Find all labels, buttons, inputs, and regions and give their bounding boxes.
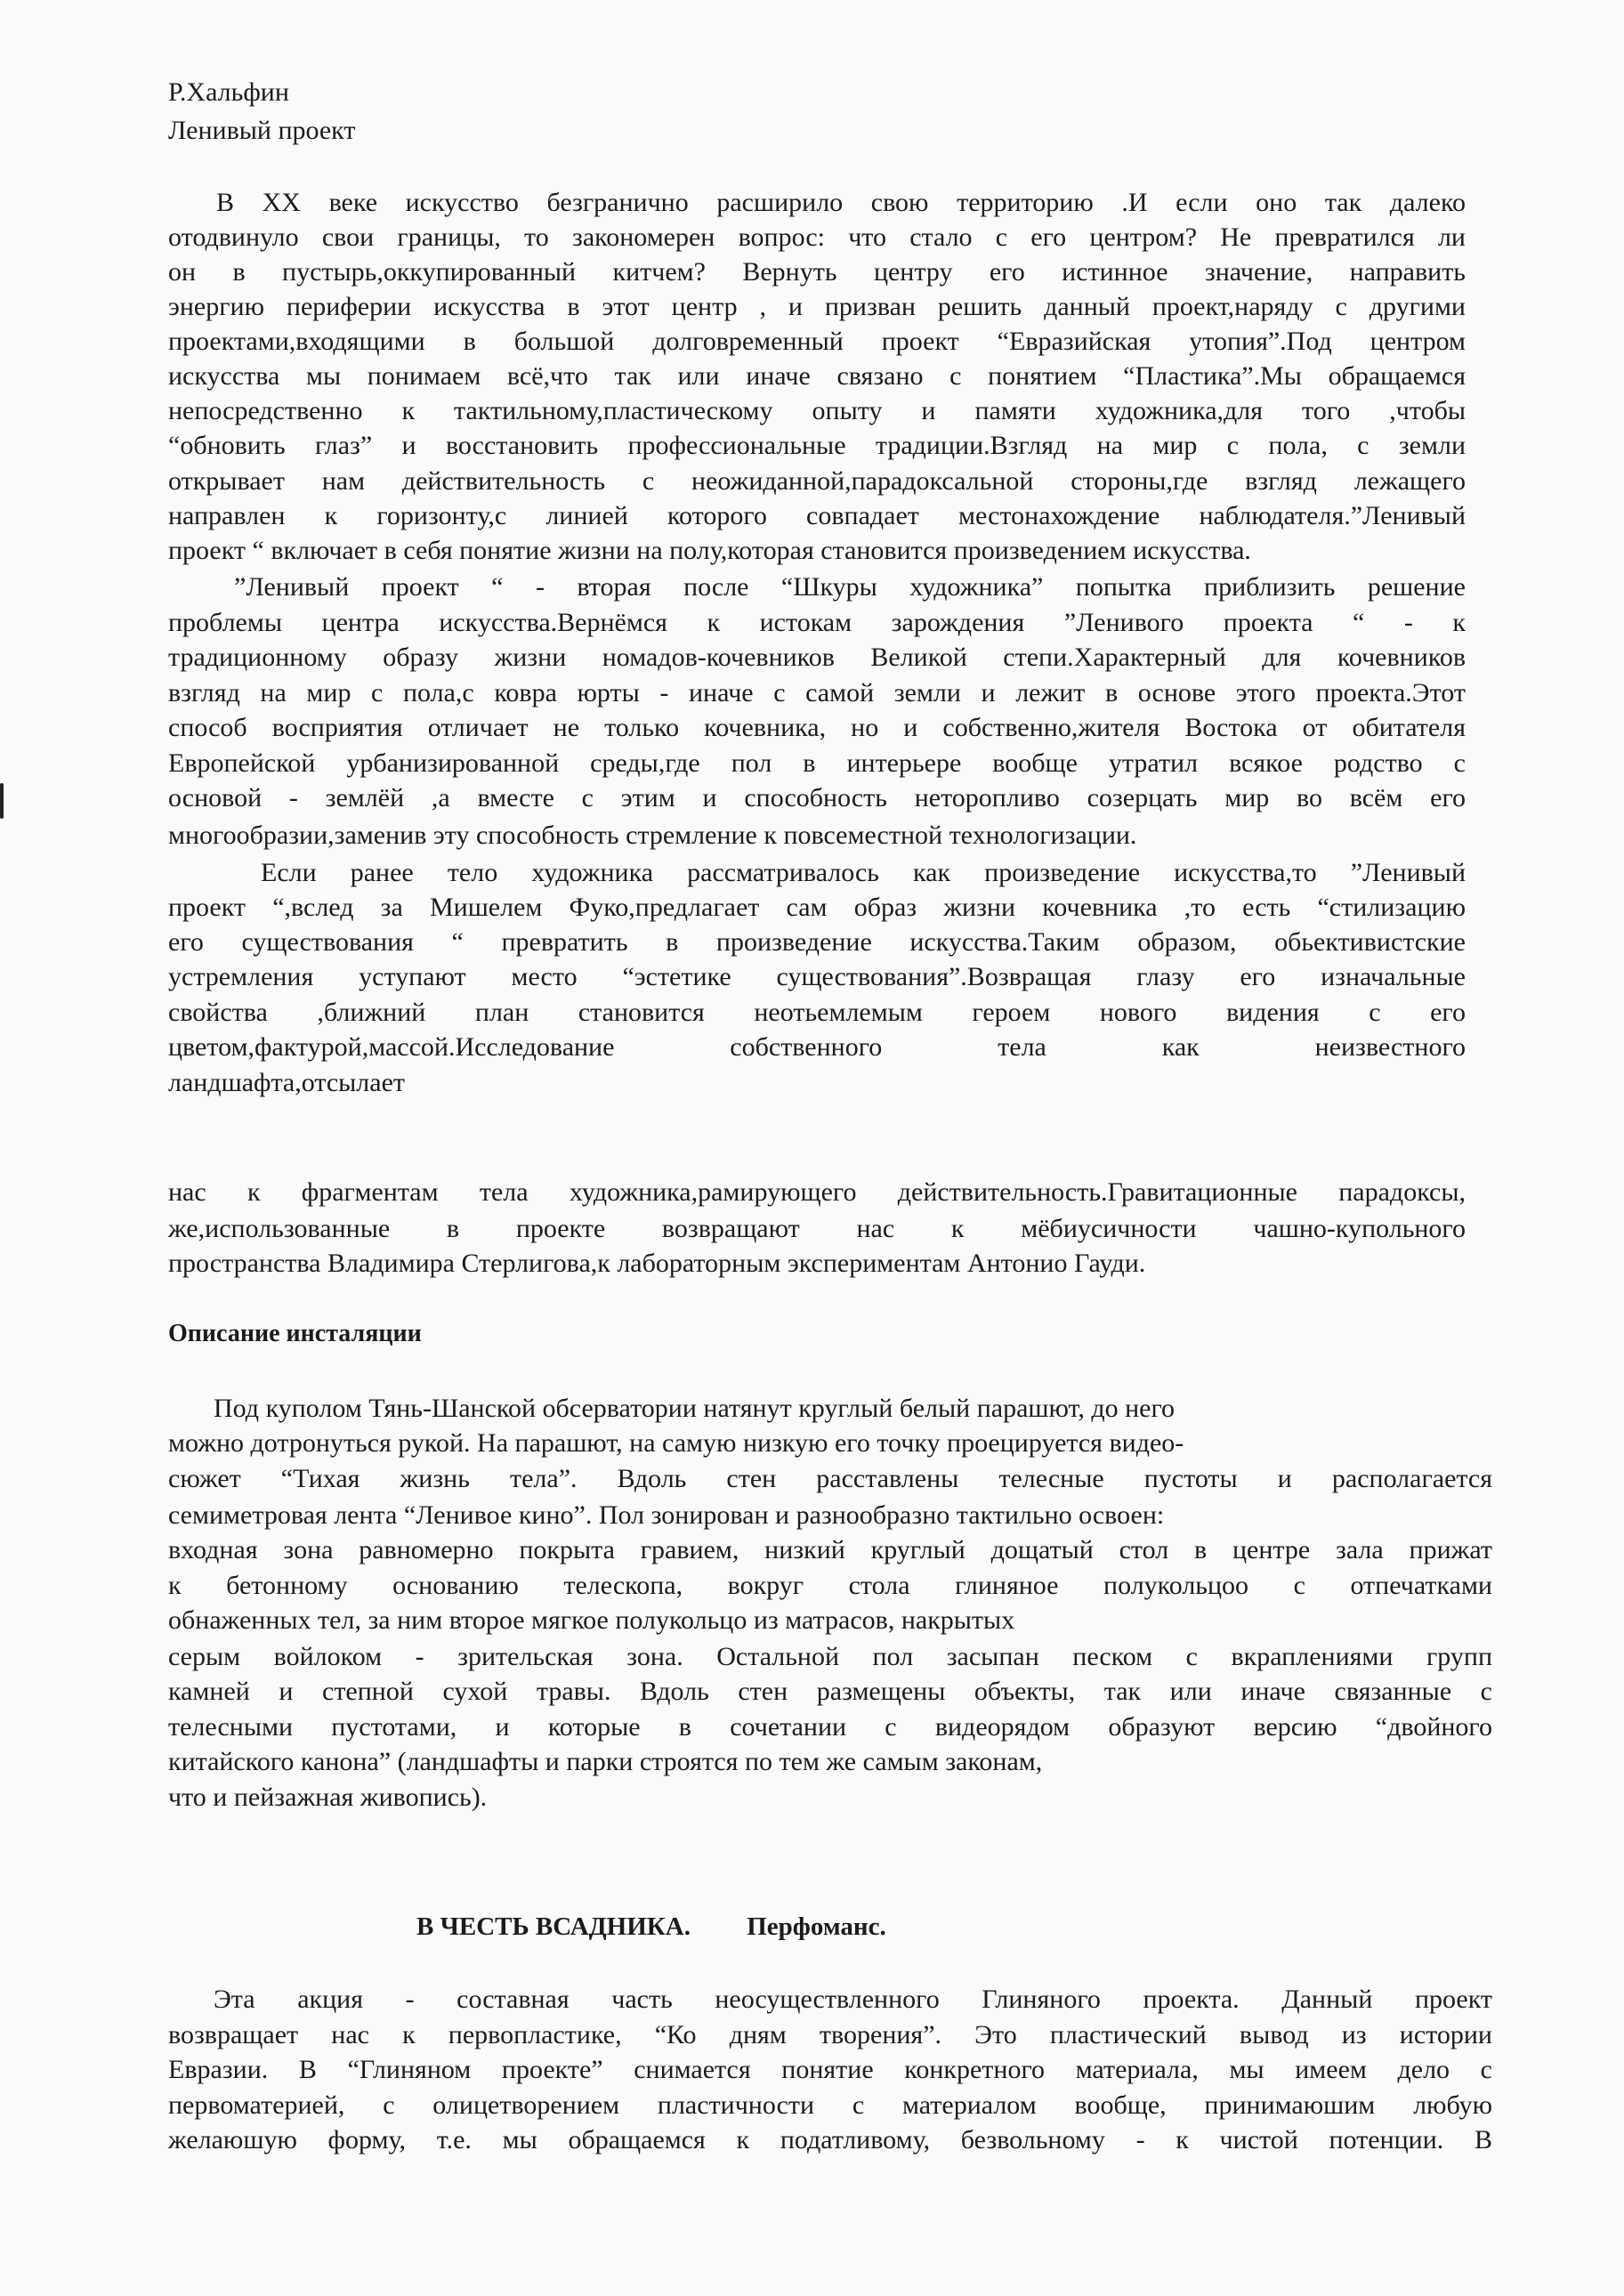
performance-heading-main: В ЧЕСТЬ ВСАДНИКА. — [416, 1912, 691, 1941]
paragraph-line: направлен к горизонту,с линией которого совпадает местонахождение наблюдателя.”Ленивый — [168, 501, 1466, 530]
paragraph-line: он в пустырь,оккупированный китчем? Вернуть центру его истинное значение, направить — [168, 257, 1466, 287]
paragraph-line: искусства мы понимаем всё,что так или иначе связано с понятием “Пластика”.Мы обращаемся — [168, 361, 1466, 391]
paragraph-line: проект “ включает в себя понятие жизни на полу,которая становится произведением искусства. — [168, 536, 1251, 565]
scan-edge-mark — [0, 783, 4, 819]
paragraph-line: открывает нам действительность с неожиданной,парадоксальной стороны,где взгляд лежащего — [168, 466, 1466, 496]
paragraph-line: проблемы центра искусства.Вернёмся к истокам зарождения ”Ленивого проекта “ - к — [168, 608, 1466, 637]
paragraph-line: свойства ,ближний план становится неотьемлемым героем нового видения с его — [168, 998, 1466, 1027]
installation-line: к бетонному основанию телескопа, вокруг стола глиняное полукольцоо с отпечатками — [168, 1571, 1492, 1600]
paragraph-line: устремления уступают место “эстетике существования”.Возвращая глазу его изначальные — [168, 962, 1466, 991]
installation-line: входная зона равномерно покрыта гравием, низкий круглый дощатый стол в центре зала прижат — [168, 1535, 1492, 1564]
paragraph-line: В XX веке искусство безгранично расширило свою территорию .И если оно так далеко — [216, 188, 1466, 217]
installation-line: что и пейзажная живопись). — [168, 1783, 488, 1812]
installation-line: китайского канона” (ландшафты и парки строятся по тем же самым законам, — [168, 1747, 1043, 1776]
performance-line: желаюшую форму, т.е. мы обращаемся к податливому, безвольному - к чистой потенции. В — [168, 2125, 1492, 2155]
paragraph-line: взгляд на мир с пола,с ковра юрты - иначе с самой земли и лежит в основе этого проекта.Этот — [168, 678, 1466, 707]
installation-line: телесными пустотами, и которые в сочетании с видеорядом образуют версию “двойного — [168, 1712, 1492, 1742]
paragraph-line: Если ранее тело художника рассматривалось как произведение искусства,то ”Ленивый — [261, 858, 1466, 887]
paragraph-line: отодвинуло свои границы, то закономерен вопрос: что стало с его центром? Не превратился ли — [168, 222, 1466, 252]
paragraph-line: энергию периферии искусства в этот центр , и призван решить данный проект,наряду с другими — [168, 292, 1466, 321]
performance-heading — [416, 1909, 886, 1944]
document-title: Ленивый проект — [168, 116, 356, 145]
installation-line: можно дотронуться рукой. На парашют, на самую низкую его точку проецируется видео- — [168, 1428, 1184, 1458]
paragraph-line: же,использованные в проекте возвращают нас к мёбиусичности чашно-купольного — [168, 1214, 1466, 1243]
paragraph-line: нас к фрагментам тела художника,рамирующего действительность.Гравитационные парадоксы, — [168, 1177, 1466, 1207]
paragraph-line: традиционному образу жизни номадов-кочевников Великой степи.Характерный для кочевников — [168, 643, 1466, 672]
paragraph-line: ландшафта,отсылает — [168, 1068, 406, 1097]
installation-line: обнаженных тел, за ним второе мягкое полукольцо из матрасов, накрытых — [168, 1605, 1015, 1635]
installation-line: сюжет “Тихая жизнь тела”. Вдоль стен расставлены телесные пустоты и располагается — [168, 1464, 1492, 1493]
installation-heading: Описание инсталяции — [168, 1320, 422, 1347]
author-name: Р.Хальфин — [168, 77, 289, 107]
paragraph-line: ”Ленивый проект “ - вторая после “Шкуры художника” попытка приблизить решение — [234, 572, 1466, 602]
installation-line: серым войлоком - зрительская зона. Остальной пол засыпан песком с вкраплениями групп — [168, 1642, 1492, 1671]
paragraph-line: основой - землёй ,а вместе с этим и способность неторопливо созерцать мир во всём его — [168, 783, 1466, 812]
paragraph-line: “обновить глаз” и восстановить профессиональные традиции.Взгляд на мир с пола, с земли — [168, 431, 1466, 460]
paragraph-line: способ восприятия отличает не только кочевника, но и собственно,жителя Востока от обитателя — [168, 713, 1466, 742]
paragraph-line: его существования “ превратить в произведение искусства.Таким образом, обьективистские — [168, 927, 1466, 957]
installation-line: Под куполом Тянь-Шанской обсерватории натянут круглый белый парашют, до него — [214, 1394, 1176, 1423]
installation-line: камней и степной сухой травы. Вдоль стен размещены объекты, так или иначе связанные с — [168, 1677, 1492, 1706]
performance-line: Евразии. В “Глиняном проекте” снимается понятие конкретного материала, мы имеем дело с — [168, 2055, 1492, 2084]
installation-line: семиметровая лента “Ленивое кино”. Пол зонирован и разнообразно тактильно освоен: — [168, 1500, 1165, 1530]
performance-line: возвращает нас к первопластике, “Ко дням творения”. Это пластический вывод из истории — [168, 2020, 1492, 2049]
paragraph-line: непосредственно к тактильному,пластическому опыту и памяти художника,для того ,чтобы — [168, 396, 1466, 425]
performance-line: первоматерией, с олицетворением пластичности с материалом вообще, принимаюшим любую — [168, 2090, 1492, 2120]
paragraph-line: проект “,вслед за Мишелем Фуко,предлагает сам образ жизни кочевника ,то есть “стилизацию — [168, 893, 1466, 922]
paragraph-line: многообразии,заменив эту способность стремление к повсеместной технологизации. — [168, 821, 1137, 850]
paragraph-line: пространства Владимира Стерлигова,к лабораторным экспериментам Антонио Гауди. — [168, 1249, 1146, 1278]
paragraph-line: цветом,фактурой,массой.Исследование собственного тела как неизвестного — [168, 1032, 1466, 1062]
paragraph-line: Европейской урбанизированной среды,где пол в интерьере вообще утратил всякое родство с — [168, 748, 1466, 778]
paragraph-line: проектами,входящими в большой долговременный проект “Евразийская утопия”.Под центром — [168, 327, 1466, 356]
performance-heading-sub: Перфоманс. — [747, 1912, 886, 1941]
performance-line: Эта акция - составная часть неосуществленного Глиняного проекта. Данный проект — [214, 1985, 1492, 2014]
